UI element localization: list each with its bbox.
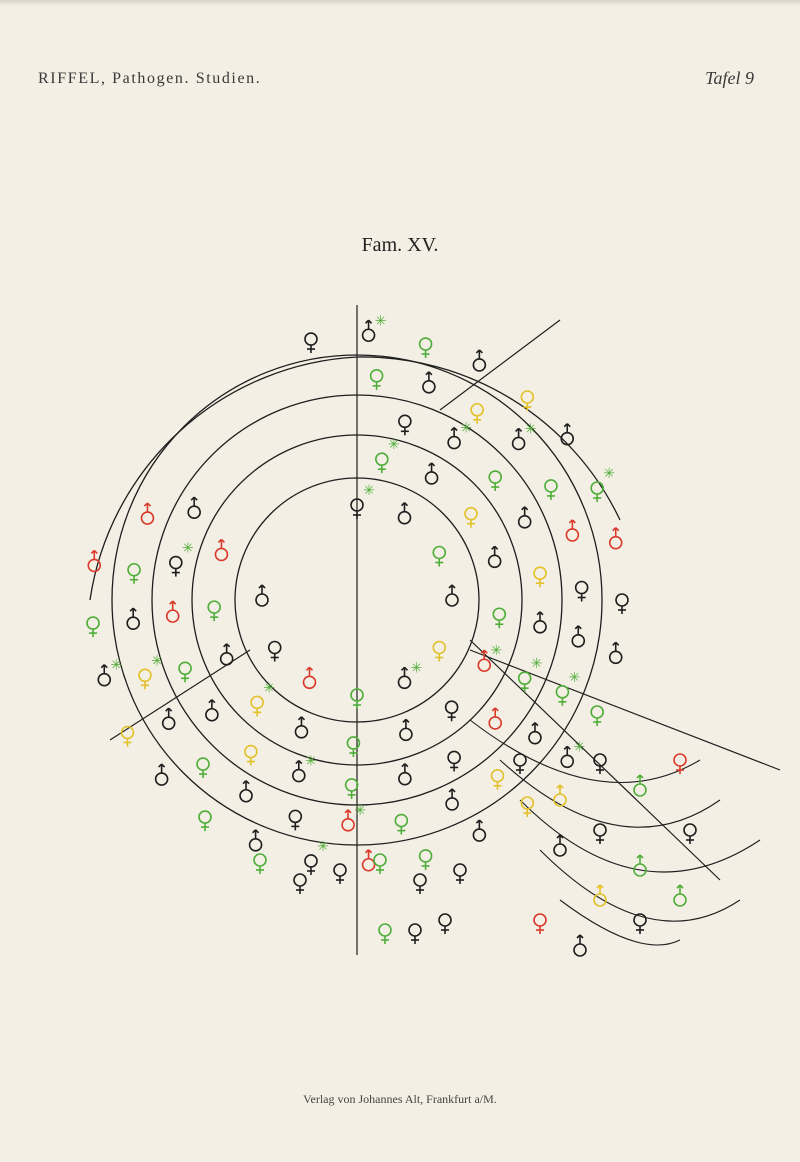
asterisk-mark-icon: ✳	[304, 754, 317, 770]
female-symbol-icon	[294, 874, 306, 894]
female-symbol-icon	[433, 642, 445, 662]
asterisk-mark-icon: ✳	[354, 803, 366, 819]
female-symbol-icon	[420, 338, 432, 358]
plate-title: Fam. XV.	[361, 234, 439, 256]
male-symbol-icon	[423, 372, 435, 393]
asterisk-mark-icon: ✳	[460, 421, 472, 437]
descendant-fan-arcs	[470, 720, 760, 945]
female-symbol-icon	[305, 333, 317, 353]
male-symbol-icon	[163, 708, 175, 729]
male-symbol-icon	[473, 820, 485, 841]
female-symbol-icon	[379, 924, 391, 944]
male-symbol-icon	[610, 528, 622, 549]
female-symbol-icon	[514, 754, 526, 774]
male-symbol-icon	[529, 723, 541, 744]
female-symbol-icon	[433, 547, 445, 567]
publisher-line: Verlag von Johannes Alt, Frankfurt a/M.	[303, 1092, 497, 1106]
male-symbol-icon	[566, 520, 578, 541]
asterisk-mark-icon: ✳	[530, 657, 543, 673]
male-symbol-icon	[88, 550, 100, 571]
male-symbol-icon	[473, 350, 485, 371]
radial-dividers	[110, 305, 780, 955]
ring-5-arc-left	[90, 357, 357, 600]
female-symbol-icon	[245, 746, 257, 766]
female-symbol-icon	[545, 480, 557, 500]
male-symbol-icon	[215, 539, 227, 560]
male-symbol-icon	[293, 761, 305, 782]
asterisk-mark-icon: ✳	[110, 658, 123, 674]
male-symbol-icon	[156, 764, 168, 785]
asterisk-mark-icon: ✳	[410, 661, 423, 677]
male-symbol-icon	[634, 775, 646, 796]
female-symbol-icon	[346, 779, 358, 799]
asterisk-mark-icon: ✳	[573, 740, 586, 756]
male-symbol-icon	[342, 810, 354, 831]
male-symbol-icon	[561, 424, 573, 445]
female-symbol-icon	[251, 696, 263, 716]
male-symbol-icon	[141, 503, 153, 524]
male-symbol-icon	[489, 708, 501, 729]
female-symbol-icon	[179, 662, 191, 682]
female-symbol-icon	[491, 770, 503, 790]
asterisk-mark-icon: ✳	[181, 541, 194, 557]
female-symbol-icon	[347, 737, 359, 757]
female-symbol-icon	[289, 810, 301, 830]
female-symbol-icon	[591, 706, 603, 726]
male-symbol-icon	[295, 717, 307, 738]
asterisk-mark-icon: ✳	[363, 484, 375, 499]
male-symbol-icon	[489, 546, 501, 567]
female-symbol-icon	[534, 567, 546, 587]
female-symbol-icon	[448, 751, 460, 771]
male-symbol-icon	[399, 764, 411, 785]
male-symbol-icon	[304, 667, 316, 688]
female-symbol-icon	[454, 864, 466, 884]
male-symbol-icon	[554, 785, 566, 806]
male-symbol-icon	[674, 885, 686, 906]
male-symbol-icon	[399, 503, 411, 524]
asterisk-mark-icon: ✳	[317, 839, 329, 855]
female-symbol-icon	[269, 642, 281, 662]
asterisk-mark-icon: ✳	[524, 422, 537, 438]
female-symbol-icon	[199, 811, 211, 831]
female-symbol-icon	[591, 482, 603, 502]
female-symbol-icon	[371, 370, 383, 390]
female-symbol-icon	[305, 855, 317, 875]
male-symbol-icon	[519, 507, 531, 528]
asterisk-mark-icon: ✳	[387, 438, 400, 454]
female-symbol-icon	[254, 854, 266, 874]
male-symbol-icon	[256, 585, 268, 606]
female-symbol-icon	[395, 815, 407, 835]
female-symbol-icon	[521, 391, 533, 411]
asterisk-mark-icon: ✳	[603, 467, 616, 483]
female-symbol-icon	[674, 754, 686, 774]
male-symbol-icon	[250, 830, 262, 851]
female-symbol-icon	[414, 874, 426, 894]
female-symbol-icon	[87, 617, 99, 637]
male-symbol-icon	[534, 612, 546, 633]
male-symbol-icon	[426, 463, 438, 484]
female-symbol-icon	[465, 508, 477, 528]
male-symbol-icon	[363, 320, 375, 341]
female-symbol-icon	[616, 594, 628, 614]
male-symbol-icon	[400, 719, 412, 740]
female-symbol-icon	[594, 824, 606, 844]
male-symbol-icon	[188, 497, 200, 518]
female-symbol-icon	[139, 669, 151, 689]
male-symbol-icon	[448, 428, 460, 449]
female-symbol-icon	[197, 758, 209, 778]
female-symbol-icon	[409, 924, 421, 944]
male-symbol-icon	[513, 428, 525, 449]
male-symbol-icon	[399, 667, 411, 688]
female-symbol-icon	[208, 601, 220, 621]
female-symbol-icon	[128, 564, 140, 584]
female-symbol-icon	[489, 471, 501, 491]
female-symbol-icon	[170, 557, 182, 577]
male-symbol-icon	[167, 601, 179, 622]
male-symbol-icon	[240, 781, 252, 802]
female-symbol-icon	[334, 864, 346, 884]
female-symbol-icon	[374, 854, 386, 874]
male-symbol-icon	[206, 700, 218, 721]
female-symbol-icon	[684, 824, 696, 844]
female-symbol-icon	[420, 850, 432, 870]
male-symbol-icon	[363, 850, 375, 871]
male-symbol-icon	[634, 855, 646, 876]
female-symbol-icon	[439, 914, 451, 934]
female-symbol-icon	[122, 727, 134, 747]
female-symbol-icon	[471, 404, 483, 424]
male-symbol-icon	[574, 935, 586, 956]
male-symbol-icon	[127, 608, 139, 629]
male-symbol-icon	[594, 885, 606, 906]
female-symbol-icon	[399, 415, 411, 435]
plate-number: Tafel 9	[705, 68, 754, 88]
female-symbol-icon	[556, 686, 568, 706]
female-symbol-icon	[376, 453, 388, 473]
female-symbol-icon	[576, 582, 588, 602]
female-symbol-icon	[493, 608, 505, 628]
male-symbol-icon	[446, 789, 458, 810]
male-symbol-icon	[554, 835, 566, 856]
male-symbol-icon	[610, 642, 622, 663]
asterisk-mark-icon: ✳	[151, 654, 163, 670]
book-header: RIFFEL, Pathogen. Studien.	[38, 70, 262, 87]
male-symbol-icon	[98, 665, 110, 686]
male-symbol-icon	[572, 626, 584, 647]
asterisk-mark-icon: ✳	[490, 644, 503, 660]
asterisk-mark-icon: ✳	[568, 670, 581, 686]
male-symbol-icon	[561, 746, 573, 767]
female-symbol-icon	[446, 701, 458, 721]
generation-rings	[90, 355, 620, 845]
asterisk-mark-icon: ✳	[374, 314, 387, 330]
male-symbol-icon	[446, 585, 458, 606]
asterisk-mark-icon: ✳	[263, 681, 276, 697]
female-symbol-icon	[534, 914, 546, 934]
